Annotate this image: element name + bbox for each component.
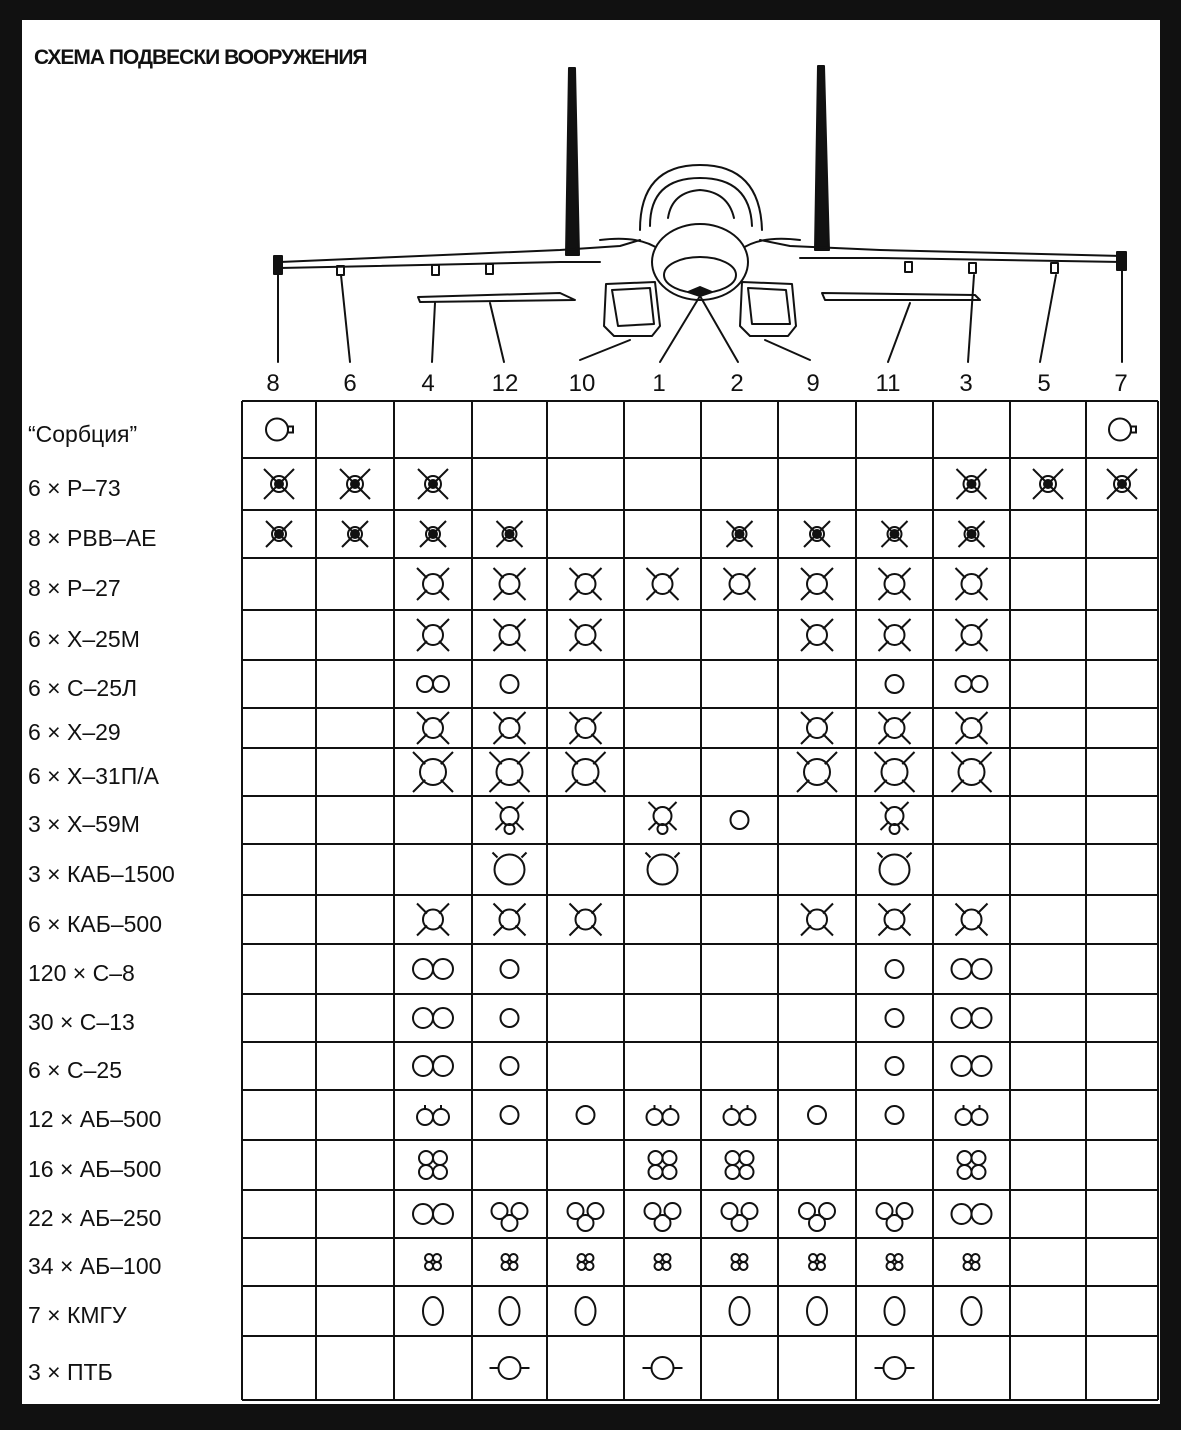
weapon-symbol bbox=[502, 1254, 518, 1270]
weapon-symbol bbox=[419, 1151, 447, 1179]
weapon-symbol bbox=[804, 521, 830, 547]
weapon-symbol bbox=[964, 1254, 980, 1270]
weapon-symbol bbox=[417, 712, 449, 744]
weapon-symbol bbox=[879, 712, 911, 744]
weapon-symbol bbox=[417, 904, 449, 936]
weapon-symbol bbox=[875, 752, 915, 792]
weapon-symbol bbox=[808, 1106, 826, 1124]
grid-lines bbox=[242, 401, 1158, 1400]
weapon-symbol bbox=[417, 568, 449, 600]
weapon-symbol bbox=[570, 904, 602, 936]
weapon-symbol bbox=[956, 712, 988, 744]
weapon-symbol bbox=[420, 521, 446, 547]
weapon-symbol bbox=[501, 675, 519, 693]
weapon-symbol bbox=[425, 1254, 441, 1270]
weapon-symbol bbox=[417, 619, 449, 651]
weapon-symbol bbox=[413, 959, 453, 979]
weapon-symbol bbox=[724, 568, 756, 600]
weapon-symbol bbox=[886, 1106, 904, 1124]
station-number: 1 bbox=[652, 370, 666, 397]
weapon-symbol bbox=[952, 752, 992, 792]
load-label: 30 × С–13 bbox=[28, 1009, 135, 1035]
load-label: 3 × ПТБ bbox=[28, 1359, 113, 1385]
weapon-symbol bbox=[494, 568, 526, 600]
weapon-symbol bbox=[500, 1297, 520, 1325]
weapon-symbol bbox=[879, 904, 911, 936]
weapon-symbol bbox=[952, 1204, 992, 1224]
weapon-symbol bbox=[570, 619, 602, 651]
weapon-symbol bbox=[418, 469, 448, 499]
weapon-symbol bbox=[801, 568, 833, 600]
weapon-symbol bbox=[885, 1297, 905, 1325]
weapon-symbol bbox=[647, 568, 679, 600]
weapon-symbol bbox=[878, 853, 912, 885]
weapon-symbol bbox=[490, 1357, 530, 1379]
station-number: 6 bbox=[343, 370, 357, 397]
weapon-symbol bbox=[801, 712, 833, 744]
weapon-symbol bbox=[266, 419, 293, 441]
weapon-symbol bbox=[413, 1056, 453, 1076]
weapon-symbol bbox=[886, 1057, 904, 1075]
weapon-symbol bbox=[962, 1297, 982, 1325]
weapon-symbol bbox=[566, 752, 606, 792]
load-label: 3 × КАБ–1500 bbox=[28, 860, 175, 887]
weapon-symbol bbox=[797, 752, 837, 792]
weapon-symbol bbox=[413, 1008, 453, 1028]
weapon-symbol bbox=[952, 1056, 992, 1076]
weapon-symbol bbox=[956, 619, 988, 651]
weapon-symbol bbox=[493, 853, 527, 885]
weapon-symbol bbox=[886, 960, 904, 978]
weapon-symbol bbox=[423, 1297, 443, 1325]
load-label: 6 × КАБ–500 bbox=[28, 910, 163, 937]
station-number: 2 bbox=[730, 370, 744, 397]
load-label: 22 × АБ–250 bbox=[28, 1205, 162, 1231]
weapon-symbol bbox=[497, 521, 523, 547]
weapon-symbol bbox=[807, 1297, 827, 1325]
weapon-symbol bbox=[801, 904, 833, 936]
weapon-symbol bbox=[501, 1106, 519, 1124]
weapon-symbol bbox=[413, 752, 453, 792]
weapon-symbol bbox=[568, 1203, 604, 1231]
weapon-symbol bbox=[958, 1151, 986, 1179]
weapon-symbol bbox=[578, 1254, 594, 1270]
station-number: 4 bbox=[421, 370, 435, 397]
load-label: 7 × КМГУ bbox=[28, 1302, 127, 1328]
weapon-symbol bbox=[417, 676, 449, 692]
weapon-symbol bbox=[490, 752, 530, 792]
weapon-symbol bbox=[645, 1203, 681, 1231]
weapon-symbol bbox=[886, 1009, 904, 1027]
weapon-symbol bbox=[956, 568, 988, 600]
weapon-symbol bbox=[501, 960, 519, 978]
load-label: 6 × Х–31П/А bbox=[28, 763, 159, 789]
weapon-symbol bbox=[501, 1009, 519, 1027]
weapon-symbol bbox=[264, 469, 294, 499]
load-label: 6 × С–25Л bbox=[28, 675, 138, 701]
weapon-symbol bbox=[956, 676, 988, 692]
load-label: 6 × Р–73 bbox=[28, 475, 121, 501]
weapon-symbol bbox=[799, 1203, 835, 1231]
weapon-symbol bbox=[952, 959, 992, 979]
weapon-symbol bbox=[646, 853, 680, 885]
station-number: 11 bbox=[875, 370, 901, 397]
load-label: 8 × Р–27 bbox=[28, 575, 121, 601]
station-number: 7 bbox=[1114, 370, 1128, 397]
weapon-symbol bbox=[724, 1105, 756, 1125]
weapon-symbol bbox=[570, 568, 602, 600]
weapon-symbol bbox=[1033, 469, 1063, 499]
weapon-symbol bbox=[494, 619, 526, 651]
weapon-symbol bbox=[730, 1297, 750, 1325]
weapon-symbol bbox=[731, 811, 749, 829]
load-label: 6 × Х–25М bbox=[28, 626, 140, 652]
weapon-symbol bbox=[801, 619, 833, 651]
weapon-symbol bbox=[875, 1357, 915, 1379]
load-label: 8 × РВВ–АЕ bbox=[28, 525, 157, 551]
weapon-symbol bbox=[809, 1254, 825, 1270]
load-label: 6 × Х–29 bbox=[28, 719, 121, 745]
load-label: “Сорбция” bbox=[28, 420, 138, 447]
weapon-symbol bbox=[649, 1151, 677, 1179]
weapon-symbol bbox=[959, 521, 985, 547]
weapon-symbol bbox=[413, 1204, 453, 1224]
weapon-symbol bbox=[494, 904, 526, 936]
weapon-symbol bbox=[1107, 469, 1137, 499]
weapon-symbol bbox=[340, 469, 370, 499]
weapon-symbol bbox=[732, 1254, 748, 1270]
weapon-symbol bbox=[496, 802, 524, 834]
weapon-symbol bbox=[956, 904, 988, 936]
station-number: 5 bbox=[1037, 370, 1051, 397]
weapon-symbol bbox=[956, 1105, 988, 1125]
load-label: 120 × С–8 bbox=[28, 960, 135, 986]
station-number: 8 bbox=[266, 370, 280, 397]
weapon-symbol bbox=[879, 568, 911, 600]
load-label: 12 × АБ–500 bbox=[28, 1106, 162, 1132]
weapon-symbol bbox=[952, 1008, 992, 1028]
weapon-symbol bbox=[882, 521, 908, 547]
weapon-symbol bbox=[647, 1105, 679, 1125]
load-label: 16 × АБ–500 bbox=[28, 1156, 162, 1182]
weapon-symbol bbox=[879, 619, 911, 651]
weapon-symbol bbox=[576, 1297, 596, 1325]
weapon-symbol bbox=[881, 802, 909, 834]
load-label: 3 × Х–59М bbox=[28, 811, 140, 837]
weapon-symbol bbox=[1109, 419, 1136, 441]
weapon-symbol bbox=[494, 712, 526, 744]
weapon-symbol bbox=[417, 1105, 449, 1125]
weapon-symbol bbox=[649, 802, 677, 834]
weapon-symbol bbox=[957, 469, 987, 499]
weapon-symbol bbox=[342, 521, 368, 547]
station-number: 12 bbox=[491, 370, 519, 397]
weapon-symbol bbox=[266, 521, 292, 547]
weapon-symbol bbox=[655, 1254, 671, 1270]
weapon-symbol bbox=[727, 521, 753, 547]
weapon-symbol bbox=[877, 1203, 913, 1231]
station-number: 3 bbox=[959, 370, 973, 397]
weapon-symbol bbox=[887, 1254, 903, 1270]
weapon-symbol bbox=[726, 1151, 754, 1179]
load-label: 6 × С–25 bbox=[28, 1057, 122, 1083]
weapon-symbol bbox=[577, 1106, 595, 1124]
weapon-symbol bbox=[492, 1203, 528, 1231]
weapon-symbol bbox=[570, 712, 602, 744]
weapon-symbol bbox=[643, 1357, 683, 1379]
station-number: 9 bbox=[806, 370, 820, 397]
weapon-symbol bbox=[886, 675, 904, 693]
load-label: 34 × АБ–100 bbox=[28, 1253, 162, 1279]
station-number: 10 bbox=[568, 370, 596, 397]
weapon-symbol bbox=[501, 1057, 519, 1075]
weapon-symbol bbox=[722, 1203, 758, 1231]
page-title: СХЕМА ПОДВЕСКИ ВООРУЖЕНИЯ bbox=[34, 46, 367, 69]
